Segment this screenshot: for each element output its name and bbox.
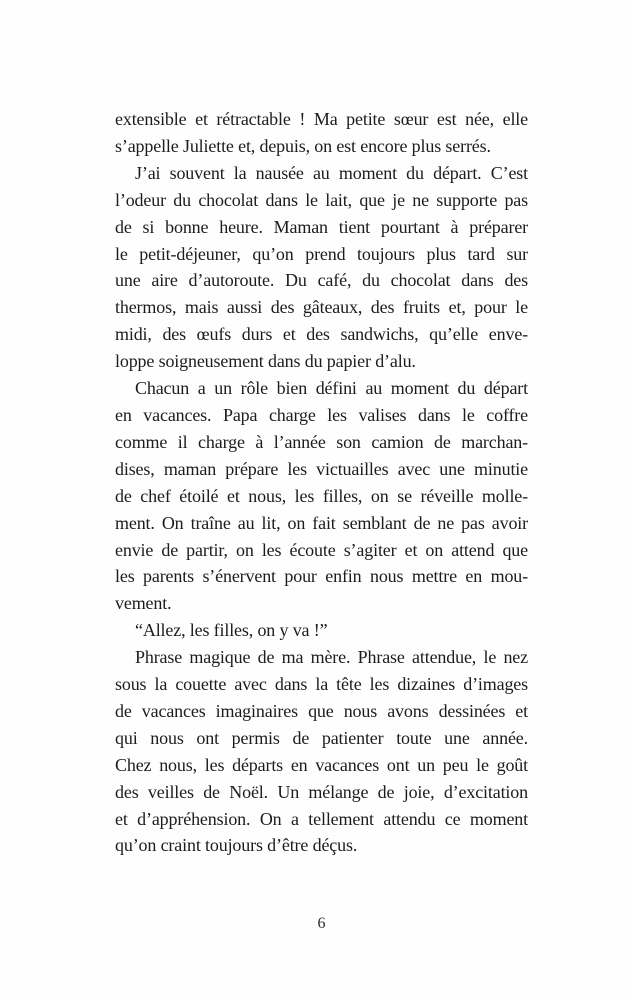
text-line: ment. On traîne au lit, on fait semblant de ne pas avoir	[115, 512, 528, 533]
text-line: de vacances imaginaires que nous avons dessinées et	[115, 700, 528, 721]
text-line: J’ai souvent la nausée au moment du départ. C’est	[135, 162, 528, 183]
text-line: en vacances. Papa charge les valises dans le coffre	[115, 404, 528, 425]
text-line: extensible et rétractable ! Ma petite sœur est née, elle	[115, 109, 528, 129]
text-line: des veilles de Noël. Un mélange de joie, d’excitation	[115, 781, 528, 802]
text-line: qui nous ont permis de patienter toute une année.	[115, 727, 528, 748]
text-line: comme il charge à l’année son camion de marchan-	[115, 431, 528, 452]
text-line: loppe soigneusement dans du papier d’alu.	[115, 351, 416, 372]
text-line: dises, maman prépare les victuailles avec une minutie	[115, 458, 528, 479]
text-line: envie de partir, on les écoute s’agiter et on attend que	[115, 539, 528, 560]
text-line: Chacun a un rôle bien défini au moment du départ	[135, 378, 528, 399]
text-line: l’odeur du chocolat dans le lait, que je ne supporte pas	[115, 189, 528, 210]
text-line: thermos, mais aussi des gâteaux, des fruits et, pour le	[115, 297, 528, 318]
text-line: Chez nous, les départs en vacances ont un peu le goût	[115, 754, 528, 775]
text-line: qu’on craint toujours d’être déçus.	[115, 835, 358, 856]
text-line: une aire d’autoroute. Du café, du chocolat dans des	[115, 270, 528, 291]
text-line: le petit-déjeuner, qu’on prend toujours plus tard sur	[115, 243, 528, 264]
page-text	[115, 106, 528, 859]
text-line: de si bonne heure. Maman tient pourtant à préparer	[115, 216, 528, 237]
text-line: les parents s’énervent pour enfin nous mettre en mou-	[115, 566, 528, 587]
text-line: Phrase magique de ma mère. Phrase attendue, le nez	[135, 647, 528, 668]
text-line: de chef étoilé et nous, les filles, on se réveille molle-	[115, 485, 528, 506]
text-line: vement.	[115, 593, 172, 614]
text-line: et d’appréhension. On a tellement attendu ce moment	[115, 808, 528, 829]
text-line: sous la couette avec dans la tête les dizaines d’images	[115, 674, 528, 695]
page-number: 6	[317, 915, 326, 932]
text-line: midi, des œufs durs et des sandwichs, qu’elle enve-	[115, 324, 528, 345]
text-line: s’appelle Juliette et, depuis, on est encore plus serrés.	[115, 135, 491, 156]
text-line: “Allez, les filles, on y va !”	[135, 620, 328, 641]
